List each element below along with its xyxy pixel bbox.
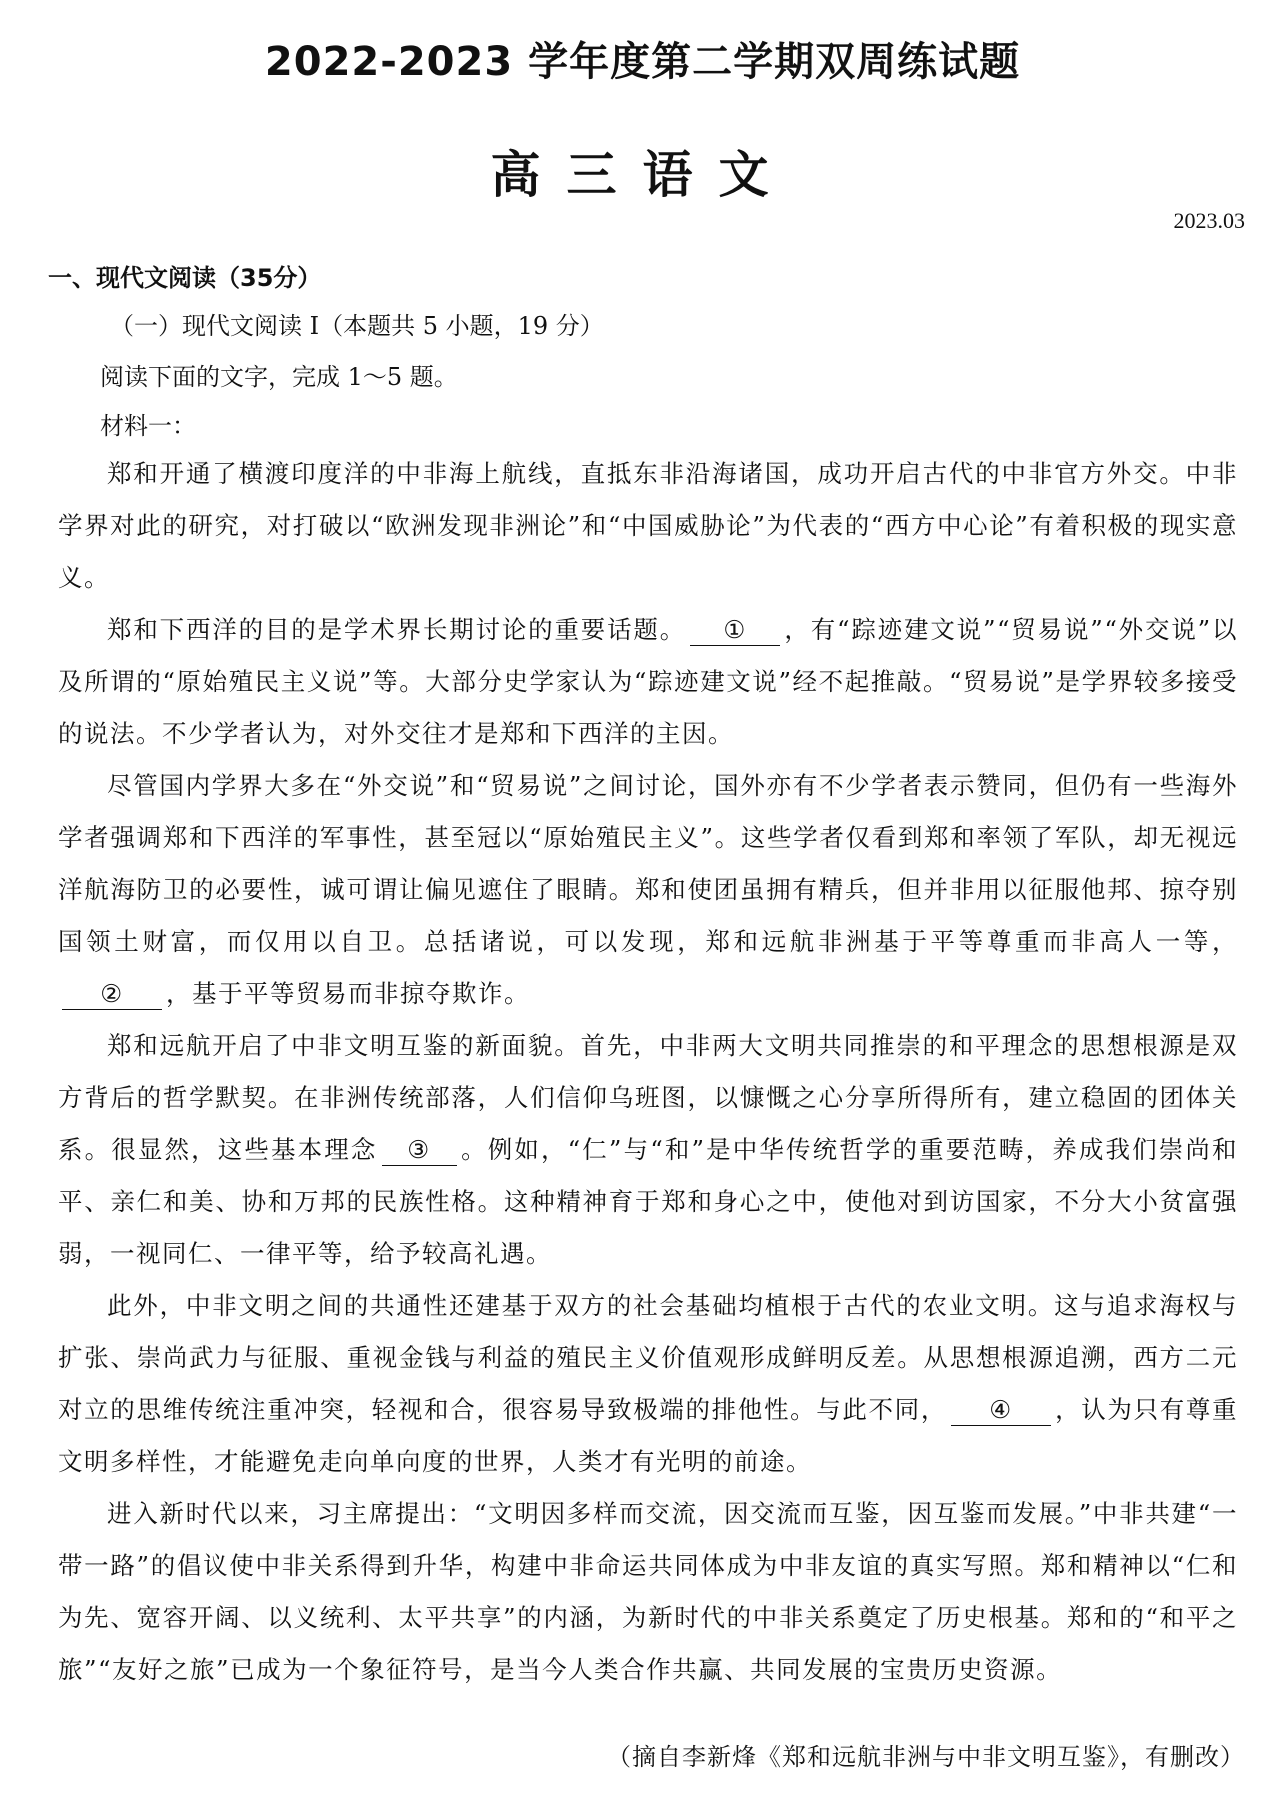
fill-blank-2: ②: [62, 979, 162, 1010]
paragraph-3: 尽管国内学界大多在“外交说”和“贸易说”之间讨论，国外亦有不少学者表示赞同，但仍有一些海外学者强调郑和下西洋的军事性，甚至冠以“原始殖民主义”。这些学者仅看到郑和率领了军队，却无视远洋航海防卫的必要性，诚可谓让偏见遮住了眼睛。郑和使团虽拥有精兵，但并非用以征服他邦、掠夺别国领土财富，而仅用以自卫。总括诸说，可以发现，郑和远航非洲基于平等尊重而非高人一等，② ，基于平等贸易而非掠夺欺诈。: [58, 771, 1238, 1008]
exam-title: 2022-2023 学年度第二学期双周练试题: [264, 39, 1021, 85]
fill-blank-4: ④: [951, 1395, 1051, 1426]
material-label: 材料一：: [100, 412, 196, 440]
exam-date: 2023.03: [1173, 208, 1245, 233]
subsection-heading: （一）现代文阅读 I（本题共 5 小题，19 分）: [110, 312, 604, 340]
fill-blank-1: ①: [690, 615, 780, 646]
paragraph-5: 此外，中非文明之间的共通性还建基于双方的社会基础均植根于古代的农业文明。这与追求海权与扩张、崇尚武力与征服、重视金钱与利益的殖民主义价值观形成鲜明反差。从思想根源追溯，西方二元对立的思维传统注重冲突，轻视和合，很容易导致极端的排他性。与此不同， ④ ，认为只有尊重文明多样性，才能避免走向单向度的世界，人类才有光明的前途。: [58, 1291, 1239, 1476]
passage-body: [58, 448, 1238, 1696]
section-heading: 一、现代文阅读（35分）: [48, 264, 322, 292]
paragraph-1: 郑和开通了横渡印度洋的中非海上航线，直抵东非沿海诸国，成功开启古代的中非官方外交。中非学界对此的研究，对打破以“欧洲发现非洲论”和“中国威胁论”为代表的“西方中心论”有着积极的现实意义。: [58, 459, 1238, 592]
subject-title: 高三语文: [490, 146, 795, 204]
source-citation: （摘自李新烽《郑和远航非洲与中非文明互鉴》，有删改）: [607, 1743, 1245, 1771]
paragraph-4: 郑和远航开启了中非文明互鉴的新面貌。首先，中非两大文明共同推崇的和平理念的思想根源是双方背后的哲学默契。在非洲传统部落，人们信仰乌班图，以慷慨之心分享所得所有，建立稳固的团体关系。很显然，这些基本理念 ③ 。例如，“仁”与“和”是中华传统哲学的重要范畴，养成我们崇尚和平、亲仁和美、协和万邦的民族性格。这种精神育于郑和身心之中，使他对到访国家，不分大小贫富强弱，一视同仁、一律平等，给予较高礼遇。: [58, 1031, 1238, 1268]
fill-blank-3: ③: [382, 1135, 457, 1166]
paragraph-2: 郑和下西洋的目的是学术界长期讨论的重要话题。 ① ，有“踪迹建文说”“贸易说”“外交说”以及所谓的“原始殖民主义说”等。大部分史学家认为“踪迹建文说”经不起推敲。“贸易说”是学界较多接受的说法。不少学者认为，对外交往才是郑和下西洋的主因。: [58, 615, 1238, 748]
paragraph-6: 进入新时代以来，习主席提出：“文明因多样而交流，因交流而互鉴，因互鉴而发展。”中非共建“一带一路”的倡议使中非关系得到升华，构建中非命运共同体成为中非友谊的真实写照。郑和精神以“仁和为先、宽容开阔、以义统利、太平共享”的内涵，为新时代的中非关系奠定了历史根基。郑和的“和平之旅”“友好之旅”已成为一个象征符号，是当今人类合作共赢、共同发展的宝贵历史资源。: [58, 1499, 1238, 1684]
reading-instruction: 阅读下面的文字，完成 1～5 题。: [100, 363, 458, 391]
